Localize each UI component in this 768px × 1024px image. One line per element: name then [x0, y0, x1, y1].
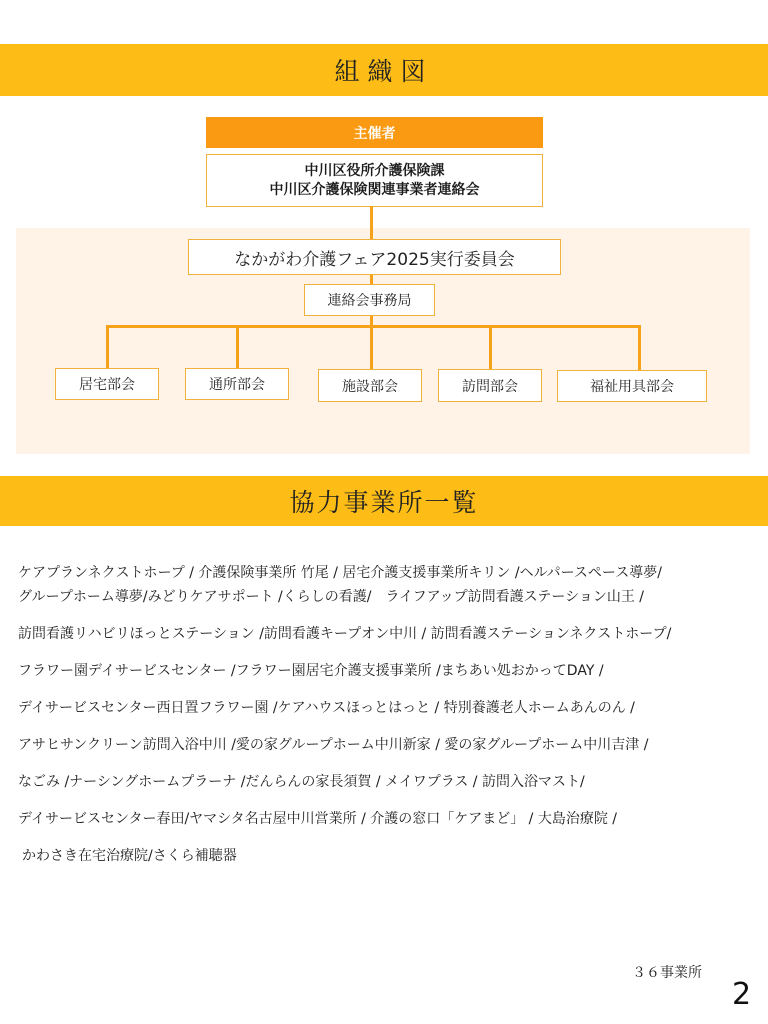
partner-count: ３６事業所 — [632, 965, 702, 981]
host-box — [206, 154, 543, 207]
department-box: 福祉用具部会 — [557, 370, 707, 402]
partners-line: デイサービスセンター春田/ヤマシタ名古屋中川営業所 / 介護の窓口「ケアまど」 / 大島治療院 / — [18, 811, 618, 827]
partners-line: ケアプランネクストホープ / 介護保険事業所 竹尾 / 居宅介護支援事業所キリン /ヘルパースペース導夢/ — [18, 565, 662, 581]
branch-drop-3 — [370, 325, 373, 369]
department-box: 通所部会 — [185, 368, 289, 400]
partners-title: 協力事業所一覧 — [289, 488, 479, 517]
branch-line — [106, 325, 641, 328]
org-chart-title-band — [0, 44, 768, 96]
page-number: 2 — [732, 977, 752, 1012]
connector-host-to-committee — [370, 206, 373, 239]
office-box: 連絡会事務局 — [304, 284, 435, 316]
partners-line: かわさき在宅治療院/さくら補聴器 — [22, 848, 237, 864]
partners-line: デイサービスセンター西日置フラワー園 /ケアハウスほっとはっと / 特別養護老人ホームあんのん / — [18, 700, 635, 716]
branch-drop-2 — [236, 325, 239, 368]
partners-line: 訪問看護リハビリほっとステーション /訪問看護キープオン中川 / 訪問看護ステーションネクストホープ/ — [18, 626, 672, 642]
partners-list — [18, 560, 763, 880]
host-line-2: 中川区介護保険関連事業者連絡会 — [269, 181, 480, 198]
host-header: 主催者 — [206, 117, 543, 148]
branch-drop-1 — [106, 325, 109, 368]
host-line-1: 中川区役所介護保険課 — [304, 162, 445, 179]
partners-line: アサヒサンクリーン訪問入浴中川 /愛の家グループホーム中川新家 / 愛の家グループホーム中川吉津 / — [18, 737, 649, 753]
partners-line: フラワー園デイサービスセンター /フラワー園居宅介護支援事業所 /まちあい処おかってDAY / — [18, 663, 604, 679]
department-box: 居宅部会 — [55, 368, 159, 400]
committee-box: なかがわ介護フェア2025実行委員会 — [188, 239, 561, 275]
org-chart-title: 組織図 — [334, 57, 434, 86]
partners-title-band — [0, 476, 768, 526]
department-box: 訪問部会 — [438, 369, 542, 402]
partners-line: なごみ /ナーシングホームプラーナ /だんらんの家長須賀 / メイワプラス / 訪問入浴マスト/ — [18, 774, 585, 790]
branch-drop-4 — [489, 325, 492, 369]
partners-line: グループホーム導夢/みどりケアサポート /くらしの看護/ ライフアップ訪問看護ステーション山王 / — [18, 589, 644, 605]
department-box: 施設部会 — [318, 369, 422, 402]
branch-drop-5 — [638, 325, 641, 370]
